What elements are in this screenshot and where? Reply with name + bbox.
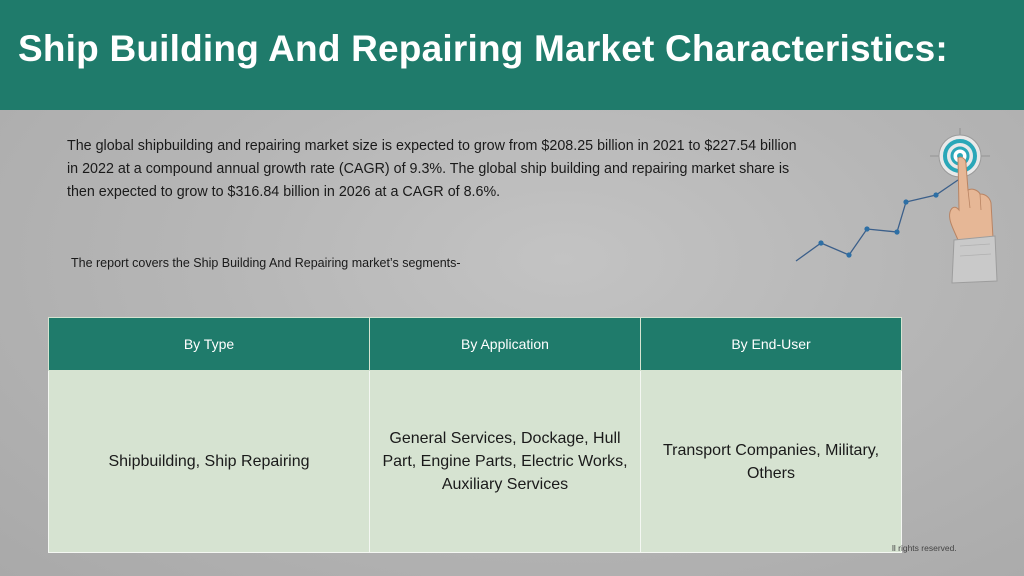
table-row: [49, 371, 902, 553]
header-by-end-user: By End-User: [641, 318, 902, 371]
title-banner: [0, 0, 1024, 110]
header-by-application: By Application: [370, 318, 641, 371]
growth-points: [818, 192, 938, 257]
header-by-type: By Type: [49, 318, 370, 371]
page-title: Ship Building And Repairing Market Characteristics:: [18, 28, 948, 69]
cell-by-application: General Services, Dockage, Hull Part, Engine Parts, Electric Works, Auxiliary Services: [370, 371, 641, 553]
cell-by-type: Shipbuilding, Ship Repairing: [49, 371, 370, 553]
table-header-row: [49, 318, 902, 371]
segments-table: [48, 317, 902, 553]
cell-by-end-user: Transport Companies, Military, Others: [641, 371, 902, 553]
intro-paragraph: The global shipbuilding and repairing market size is expected to grow from $208.25 billion in 2021 to $227.54 billion in 2022 at a compound annual growth rate (CAGR) of 9.3%. The global ship building and repairing market share is then expected to grow to $316.84 billion in 2026 at a CAGR of 8.6%.: [67, 138, 797, 200]
growth-line: [796, 180, 958, 261]
segments-note: The report covers the Ship Building And Repairing market’s segments-: [71, 256, 461, 270]
copyright-note: ll rights reserved.: [892, 543, 957, 553]
target-hand-growth-chart-icon: [790, 128, 1000, 288]
